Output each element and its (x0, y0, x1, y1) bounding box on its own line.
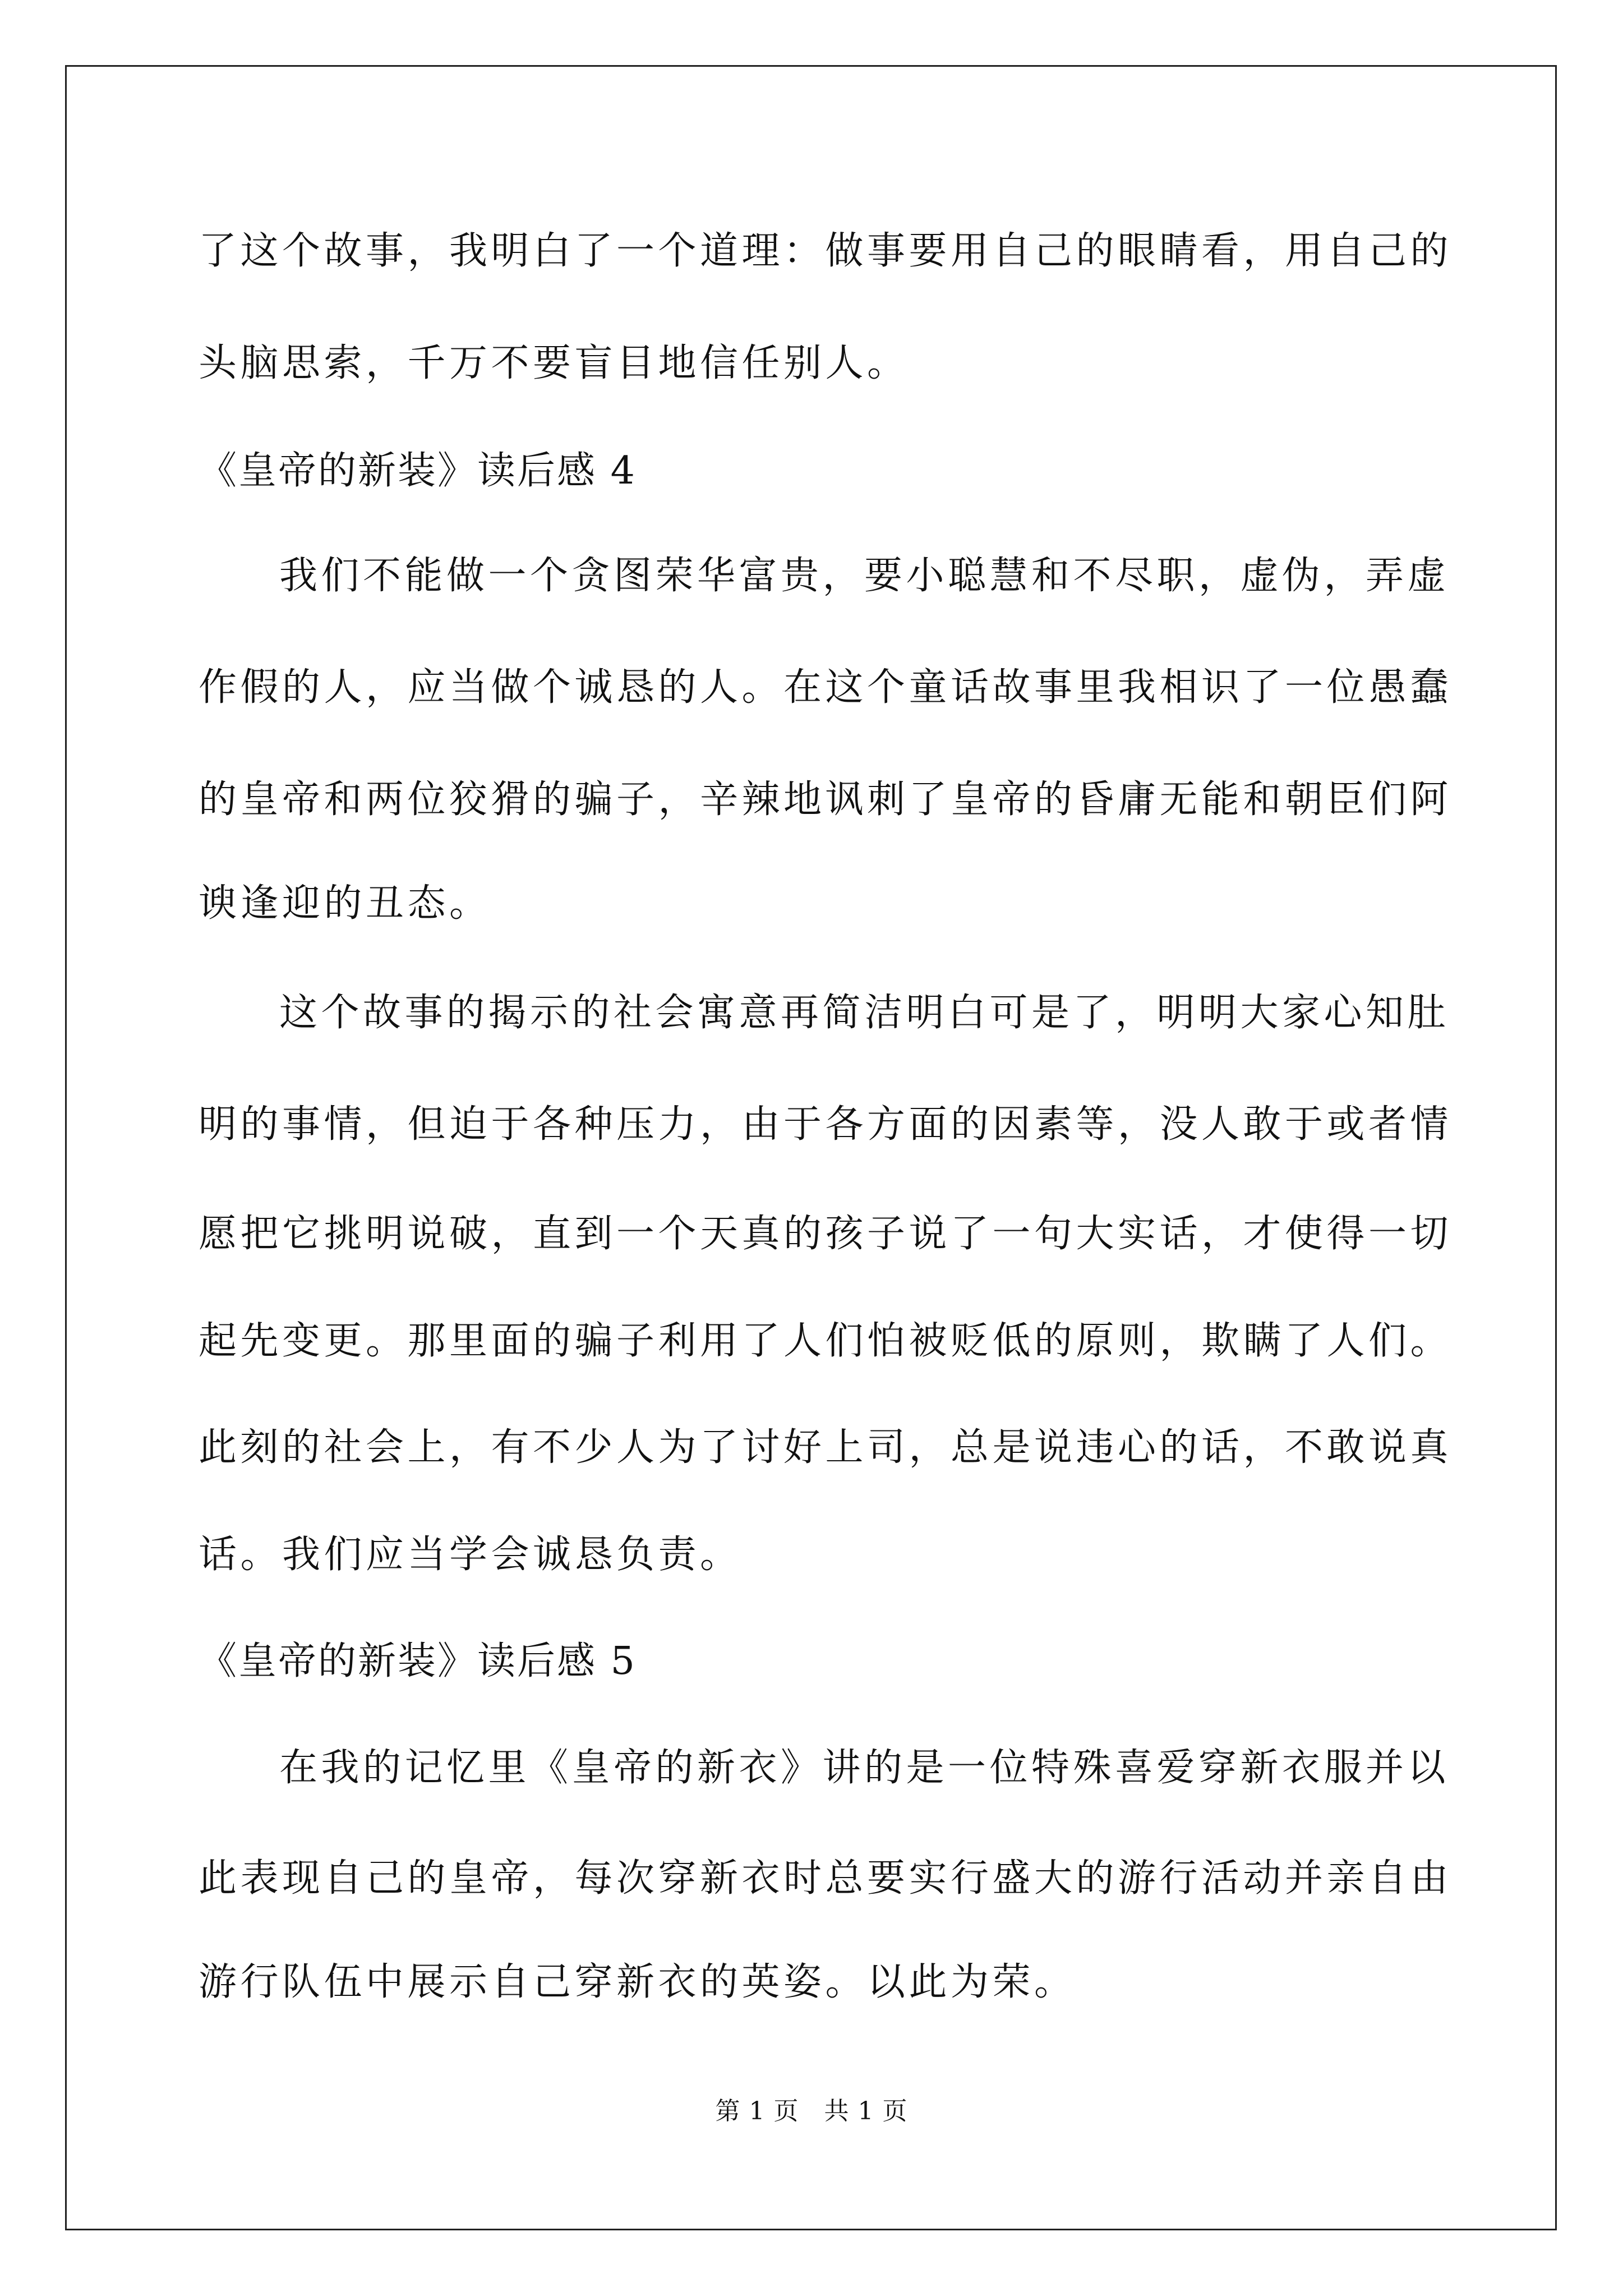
paragraph-4b-line-3: 愿把它挑明说破，直到一个天真的孩子说了一句大实话，才使得一切 (199, 1212, 1453, 1256)
paragraph-4a-line-3: 的皇帝和两位狡猾的骗子，辛辣地讽刺了皇帝的昏庸无能和朝臣们阿 (199, 777, 1453, 822)
paragraph-5-line-2: 此表现自己的皇帝，每次穿新衣时总要实行盛大的游行活动并亲自由 (199, 1856, 1453, 1901)
paragraph-4b-line-1: 这个故事的揭示的社会寓意再简洁明白可是了，明明大家心知肚 (279, 991, 1450, 1035)
paragraph-5-line-3: 游行队伍中展示自己穿新衣的英姿。以此为荣。 (199, 1960, 1076, 2004)
paragraph-4a-line-2: 作假的人，应当做个诚恳的人。在这个童话故事里我相识了一位愚蠢 (199, 665, 1453, 710)
paragraph-3-line-1: 了这个故事，我明白了一个道理：做事要用自己的眼睛看，用自己的 (199, 229, 1453, 273)
paragraph-4b-line-5: 此刻的社会上，有不少人为了讨好上司，总是说违心的话，不敢说真 (199, 1425, 1453, 1470)
page-number-footer: 第 1 页 共 1 页 (715, 2097, 908, 2125)
paragraph-4b-line-4: 起先变更。那里面的骗子利用了人们怕被贬低的原则，欺瞒了人们。 (199, 1319, 1453, 1363)
section-heading-4: 《皇帝的新装》读后感 4 (199, 449, 637, 493)
paragraph-4b-line-2: 明的事情，但迫于各种压力，由于各方面的因素等，没人敢于或者情 (199, 1102, 1453, 1147)
paragraph-4a-line-4: 谀逢迎的丑态。 (199, 881, 491, 926)
paragraph-5-line-1: 在我的记忆里《皇帝的新衣》讲的是一位特殊喜爱穿新衣服并以 (279, 1746, 1450, 1790)
paragraph-3-line-2: 头脑思索，千万不要盲目地信任别人。 (199, 341, 909, 385)
paragraph-4b-line-6: 话。我们应当学会诚恳负责。 (199, 1533, 742, 1577)
page-border (65, 65, 1557, 2230)
section-heading-5: 《皇帝的新装》读后感 5 (199, 1639, 637, 1683)
paragraph-4a-line-1: 我们不能做一个贪图荣华富贵，要小聪慧和不尽职，虚伪，弄虚 (279, 554, 1450, 598)
